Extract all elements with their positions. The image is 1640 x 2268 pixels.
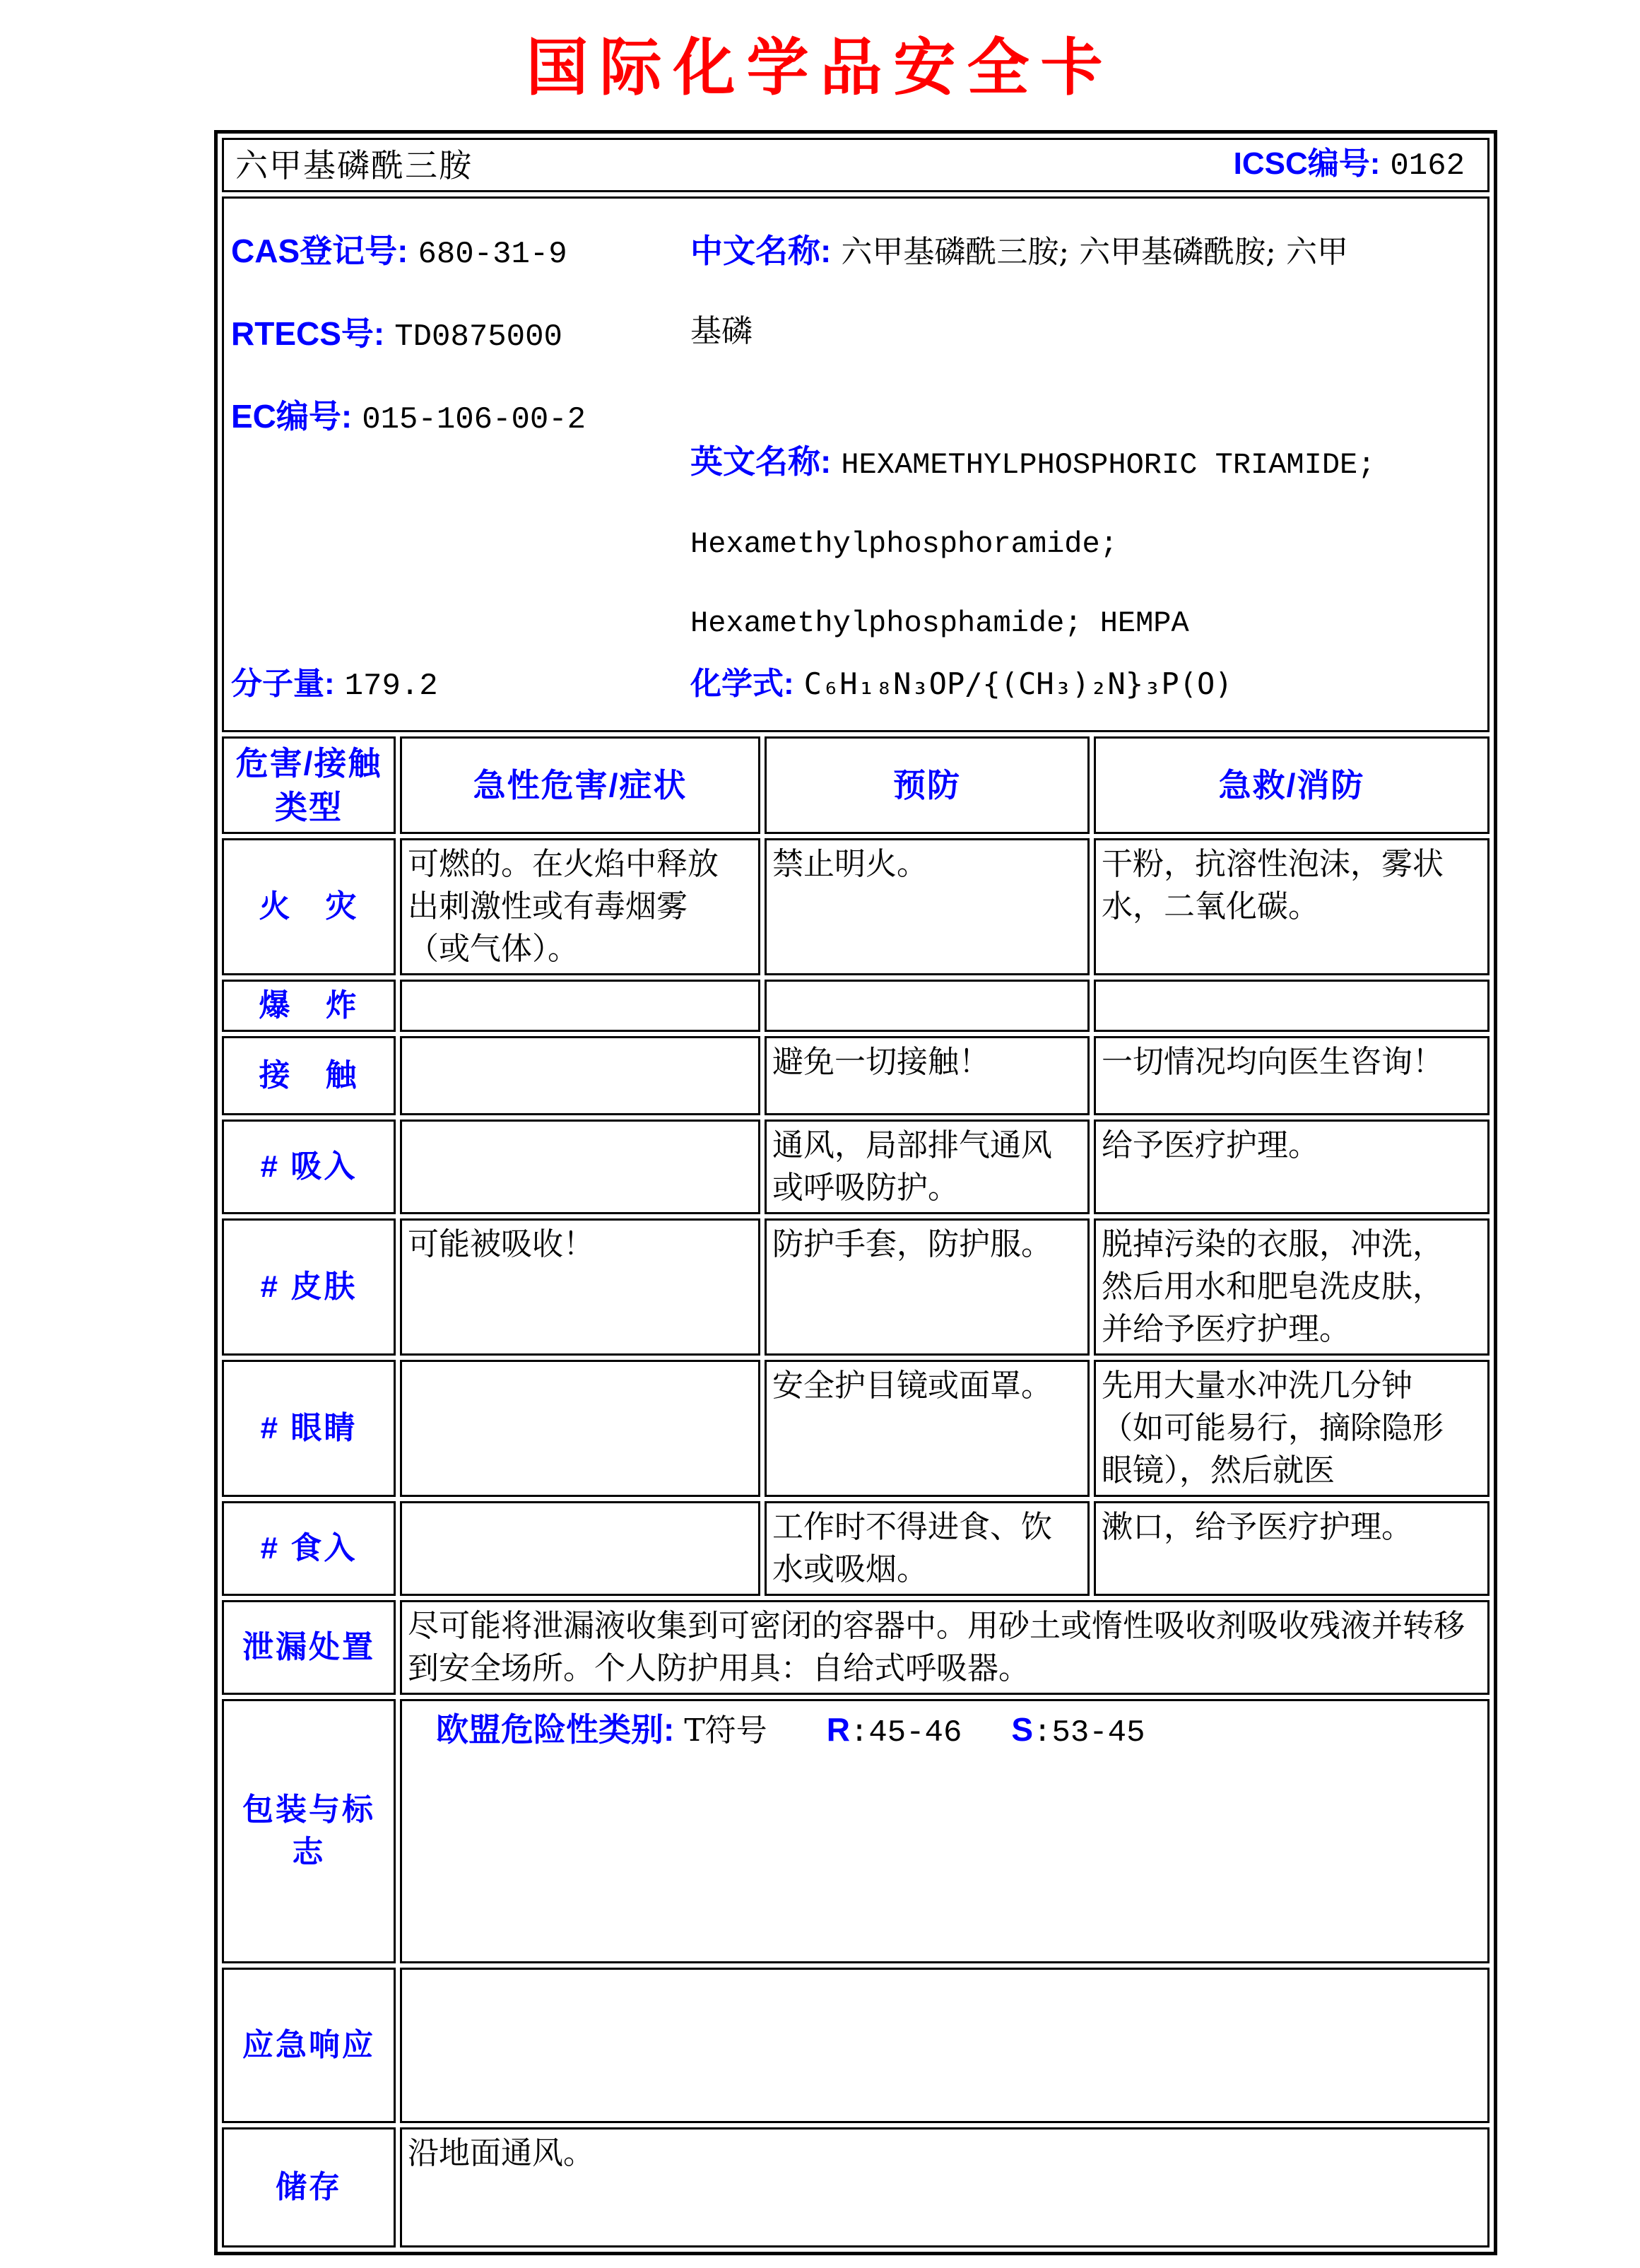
explosion-prevention bbox=[765, 980, 1090, 1032]
eu-hazard-class-label: 欧盟危险性类别: bbox=[436, 1711, 675, 1748]
storage-content: 沿地面通风。 bbox=[400, 2127, 1489, 2248]
english-name-line3: Hexamethylphosphamide; HEMPA bbox=[690, 606, 1189, 640]
inhalation-first-aid: 给予医疗护理。 bbox=[1094, 1120, 1489, 1214]
cas-label: CAS登记号: bbox=[231, 233, 408, 269]
rtecs-value: TD0875000 bbox=[394, 319, 562, 355]
icsc-document-page bbox=[0, 18, 1640, 2268]
table-row-packaging bbox=[222, 1699, 1489, 1963]
contact-prevention: 避免一切接触！ bbox=[765, 1036, 1090, 1115]
skin-first-aid: 脱掉污染的衣服，冲洗，然后用水和肥皂洗皮肤，并给予医疗护理。 bbox=[1094, 1218, 1489, 1356]
header-hazard-type-line2: 类型 bbox=[275, 789, 343, 825]
table-row-explosion bbox=[222, 980, 1489, 1032]
contact-first-aid: 一切情况均向医生咨询！ bbox=[1094, 1036, 1489, 1115]
icsc-number: 0162 bbox=[1390, 148, 1465, 184]
packaging-content bbox=[400, 1699, 1489, 1963]
inhalation-prevention: 通风，局部排气通风或呼吸防护。 bbox=[765, 1120, 1090, 1214]
s-phrases-label: S bbox=[1011, 1711, 1034, 1748]
rtecs-number-line bbox=[231, 294, 690, 377]
row-label-eyes: # 眼睛 bbox=[222, 1360, 396, 1497]
icsc-number-group bbox=[1234, 143, 1465, 187]
ingestion-first-aid: 漱口，给予医疗护理。 bbox=[1094, 1501, 1489, 1596]
eyes-prevention: 安全护目镜或面罩。 bbox=[765, 1360, 1090, 1497]
emergency-response-content bbox=[400, 1968, 1489, 2123]
r-phrases-value: :45-46 bbox=[849, 1715, 962, 1751]
icsc-label: ICSC编号: bbox=[1233, 146, 1381, 181]
formula-line bbox=[690, 663, 1466, 707]
table-row-contact bbox=[222, 1036, 1489, 1115]
eyes-first-aid: 先用大量水冲洗几分钟（如可能易行，摘除隐形眼镜），然后就医 bbox=[1094, 1360, 1489, 1497]
ec-label: EC编号: bbox=[231, 398, 353, 435]
molecular-weight-label: 分子量: bbox=[231, 666, 335, 701]
ingestion-prevention: 工作时不得进食、饮水或吸烟。 bbox=[765, 1501, 1090, 1596]
table-row-spill-disposal bbox=[222, 1600, 1489, 1695]
chinese-name-block bbox=[690, 211, 1466, 371]
card-header-cell bbox=[222, 138, 1489, 192]
page-title: 国际化学品安全卡 bbox=[526, 30, 1114, 104]
explosion-first-aid bbox=[1094, 980, 1489, 1032]
row-label-emergency-response: 应急响应 bbox=[222, 1968, 396, 2123]
eyes-symptoms bbox=[400, 1360, 760, 1497]
english-name-block bbox=[690, 422, 1466, 663]
header-prevention: 预防 bbox=[765, 736, 1090, 834]
formula-label: 化学式: bbox=[690, 666, 794, 701]
header-hazard-type bbox=[222, 736, 396, 834]
header-first-aid: 急救/消防 bbox=[1094, 736, 1489, 834]
rtecs-label: RTECS号: bbox=[231, 315, 385, 352]
cas-value: 680-31-9 bbox=[418, 237, 567, 272]
row-label-spill-disposal: 泄漏处置 bbox=[222, 1600, 396, 1695]
contact-symptoms bbox=[400, 1036, 760, 1115]
ec-value: 015-106-00-2 bbox=[362, 402, 586, 437]
row-label-explosion: 爆 炸 bbox=[222, 980, 396, 1032]
skin-symptoms: 可能被吸收！ bbox=[400, 1218, 760, 1356]
row-label-contact: 接 触 bbox=[222, 1036, 396, 1115]
chinese-name-line2: 基磷 bbox=[690, 313, 753, 349]
table-row-fire bbox=[222, 838, 1489, 975]
table-row-inhalation bbox=[222, 1120, 1489, 1214]
row-label-skin: # 皮肤 bbox=[222, 1218, 396, 1356]
safety-card-table bbox=[214, 130, 1497, 2255]
ingestion-symptoms bbox=[400, 1501, 760, 1596]
row-label-inhalation: # 吸入 bbox=[222, 1120, 396, 1214]
explosion-symptoms bbox=[400, 980, 760, 1032]
chinese-name-line1: 六甲基磷酰三胺; 六甲基磷酰胺; 六甲 bbox=[841, 234, 1348, 270]
formula-value: C₆H₁₈N₃OP/{(CH₃)₂N}₃P(O) bbox=[803, 666, 1233, 701]
english-name-line2: Hexamethylphosphoramide; bbox=[690, 527, 1118, 561]
skin-prevention: 防护手套，防护服。 bbox=[765, 1218, 1090, 1356]
chemical-name: 六甲基磷酰三胺 bbox=[235, 146, 473, 184]
identity-cell bbox=[222, 196, 1489, 732]
table-row-skin bbox=[222, 1218, 1489, 1356]
r-phrases-label: R bbox=[826, 1711, 850, 1748]
table-row-ingestion bbox=[222, 1501, 1489, 1596]
cas-number-line bbox=[231, 211, 690, 294]
table-row-storage bbox=[222, 2127, 1489, 2248]
row-label-packaging: 包装与标志 bbox=[222, 1699, 396, 1963]
inhalation-symptoms bbox=[400, 1120, 760, 1214]
table-row-eyes bbox=[222, 1360, 1489, 1497]
row-label-fire: 火 灾 bbox=[222, 838, 396, 975]
table-row-emergency-response bbox=[222, 1968, 1489, 2123]
fire-prevention: 禁止明火。 bbox=[765, 838, 1090, 975]
row-label-storage: 储存 bbox=[222, 2127, 396, 2248]
english-name-label: 英文名称: bbox=[690, 443, 832, 480]
header-hazard-type-line1: 危害/接触 bbox=[235, 745, 382, 782]
header-acute-hazards: 急性危害/症状 bbox=[400, 736, 760, 834]
molecular-weight-value: 179.2 bbox=[344, 669, 438, 704]
spill-disposal-content: 尽可能将泄漏液收集到可密闭的容器中。用砂土或惰性吸收剂吸收残液并转移到安全场所。个人防护用具：自给式呼吸器。 bbox=[400, 1600, 1489, 1695]
molecular-weight-line bbox=[231, 663, 690, 707]
row-label-ingestion: # 食入 bbox=[222, 1501, 396, 1596]
english-name-line1: HEXAMETHYLPHOSPHORIC TRIAMIDE; bbox=[841, 448, 1376, 482]
fire-symptoms: 可燃的。在火焰中释放出刺激性或有毒烟雾（或气体）。 bbox=[400, 838, 760, 975]
ec-number-line bbox=[231, 377, 690, 459]
chinese-name-label: 中文名称: bbox=[690, 233, 832, 269]
s-phrases-value: :53-45 bbox=[1033, 1715, 1145, 1751]
eu-hazard-class-value: T符号 bbox=[684, 1712, 767, 1749]
fire-first-aid: 干粉，抗溶性泡沫，雾状水，二氧化碳。 bbox=[1094, 838, 1489, 975]
registry-numbers bbox=[231, 211, 690, 663]
chemical-names bbox=[690, 211, 1466, 663]
